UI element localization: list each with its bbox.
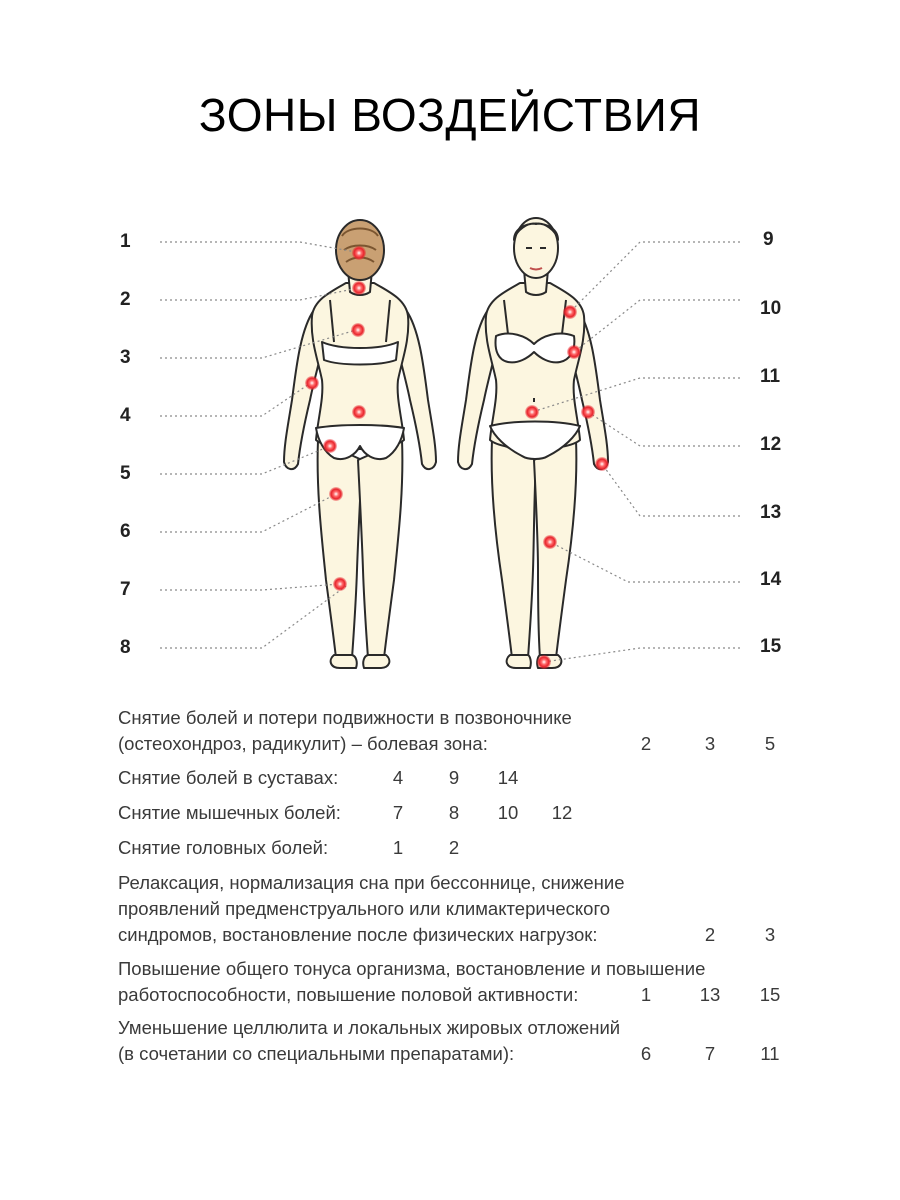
zone-label-7: 7 — [120, 579, 131, 600]
zone-label-14: 14 — [760, 569, 782, 590]
legend-row — [118, 870, 818, 948]
legend-value: 1 — [640, 984, 652, 1005]
legend-text: Снятие болей в суставах: — [118, 767, 339, 788]
zone-dot — [595, 457, 609, 471]
legend-value: 6 — [640, 1043, 652, 1064]
legend-value: 13 — [699, 984, 721, 1005]
zone-label-4: 4 — [120, 405, 131, 426]
legend-value: 8 — [448, 802, 460, 823]
legend-value: 2 — [704, 924, 716, 945]
page-title: ЗОНЫ ВОЗДЕЙСТВИЯ — [198, 89, 702, 141]
legend-text: проявлений предменструального или климактерического — [118, 898, 611, 919]
legend-text: (в сочетании со специальными препаратами): — [118, 1043, 515, 1064]
legend-value: 11 — [760, 1043, 780, 1064]
zone-label-10: 10 — [760, 298, 782, 319]
legend-value: 2 — [640, 733, 652, 754]
legend-row — [118, 800, 818, 826]
zone-dot — [563, 305, 577, 319]
legend-text: Снятие мышечных болей: — [118, 802, 341, 823]
zone-label-2: 2 — [120, 289, 131, 310]
zone-dot — [543, 535, 557, 549]
legend-text: Снятие болей и потери подвижности в позвоночнике — [118, 707, 572, 728]
zone-dot — [351, 323, 365, 337]
legend-row — [118, 835, 818, 861]
leader-lines — [160, 242, 740, 662]
legend-value: 14 — [497, 767, 519, 788]
legend-row — [118, 765, 818, 791]
legend-value: 12 — [551, 802, 573, 823]
legend-text: Повышение общего тонуса организма, востановление и повышение — [118, 958, 706, 979]
legend-text: (остеохондроз, радикулит) – болевая зона: — [118, 733, 488, 754]
legend-value: 7 — [704, 1043, 716, 1064]
zone-dot — [352, 281, 366, 295]
front-figure — [458, 218, 608, 668]
zone-label-5: 5 — [120, 463, 131, 484]
zone-label-9: 9 — [763, 229, 774, 250]
legend-value: 7 — [392, 802, 404, 823]
zone-dot — [333, 577, 347, 591]
legend-value: 3 — [764, 924, 776, 945]
zone-dot — [329, 487, 343, 501]
legend-value: 1 — [392, 837, 404, 858]
legend-text: Релаксация, нормализация сна при бессоннице, снижение — [118, 872, 625, 893]
legend-value: 15 — [759, 984, 781, 1005]
legend-text: Снятие головных болей: — [118, 837, 329, 858]
zone-label-13: 13 — [760, 502, 782, 523]
legend-text: работоспособности, повышение половой активности: — [118, 984, 579, 1005]
legend-value: 3 — [704, 733, 716, 754]
zone-dot — [567, 345, 581, 359]
zone-label-8: 8 — [120, 637, 131, 658]
zone-dot — [305, 376, 319, 390]
zone-label-11: 11 — [760, 366, 781, 387]
legend-value: 5 — [764, 733, 776, 754]
zone-label-1: 1 — [120, 231, 131, 252]
legend-value: 9 — [448, 767, 460, 788]
legend-row — [118, 956, 818, 1008]
zone-dot — [581, 405, 595, 419]
zone-dot — [537, 655, 551, 669]
legend-text: синдромов, востановление после физических нагрузок: — [118, 924, 598, 945]
legend-row — [118, 1015, 818, 1067]
zone-label-6: 6 — [120, 521, 131, 542]
zone-dot — [323, 439, 337, 453]
legend-value: 2 — [448, 837, 460, 858]
legend-value: 10 — [497, 802, 519, 823]
legend-text: Уменьшение целлюлита и локальных жировых отложений — [118, 1017, 621, 1038]
zone-label-15: 15 — [760, 636, 782, 657]
legend-value: 4 — [392, 767, 404, 788]
legend-row — [118, 705, 818, 757]
zone-label-3: 3 — [120, 347, 131, 368]
zone-dot — [352, 246, 366, 260]
zone-dot — [352, 405, 366, 419]
zone-dot — [525, 405, 539, 419]
zone-label-12: 12 — [760, 434, 782, 455]
